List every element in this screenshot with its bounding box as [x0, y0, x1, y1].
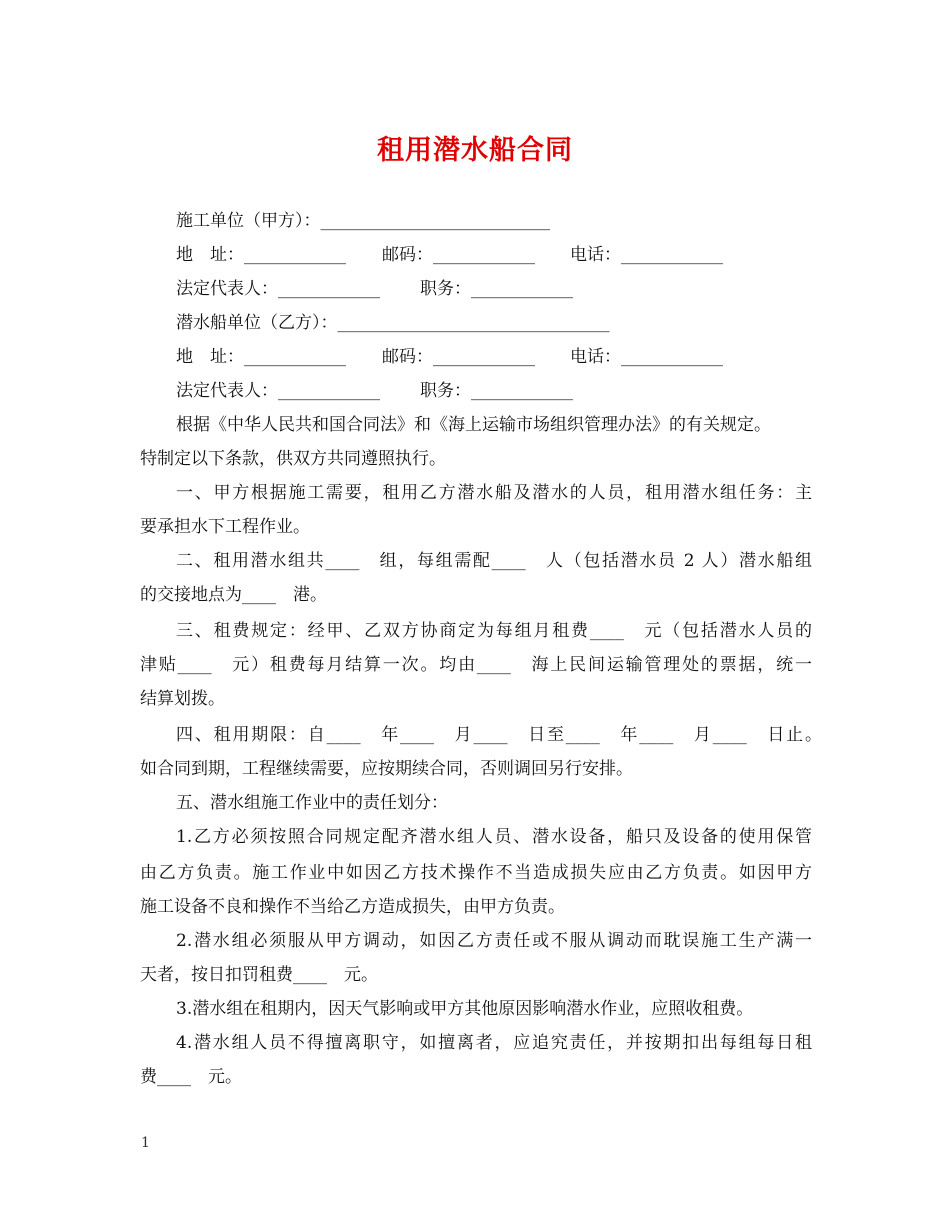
- body-line: 2.潜水组必须服从甲方调动，如因乙方责任或不服从调动而耽误施工生产满一: [176, 931, 812, 951]
- party-a-contact-row: [176, 244, 866, 266]
- body-line: 要承担水下工程作业。: [140, 517, 310, 537]
- body-line: 特制定以下条款，供双方共同遵照执行。: [140, 449, 446, 469]
- body-line: 结算划拨。: [140, 689, 225, 709]
- party-a-phone: 电话：____________: [570, 245, 723, 265]
- party-b-position: 职务：____________: [420, 381, 573, 401]
- party-a-position: 职务：____________: [420, 279, 573, 299]
- party-b-address: 地 址：____________: [176, 347, 346, 367]
- page-number: 1: [141, 1135, 150, 1151]
- page-title: 租用潜水船合同: [377, 135, 573, 166]
- body-line: 4.潜水组人员不得擅离职守，如擅离者，应追究责任，并按期扣出每组每日租: [176, 1033, 812, 1053]
- body-line: 3.潜水组在租期内，因天气影响或甲方其他原因影响潜水作业，应照收租费。: [176, 999, 754, 1019]
- body-line: 二、租用潜水组共____ 组，每组需配____ 人（包括潜水员 2 人）潜水船组: [176, 551, 812, 571]
- body-line: 一、甲方根据施工需要，租用乙方潜水船及潜水的人员，租用潜水组任务：主: [176, 483, 812, 503]
- party-a-address: 地 址：____________: [176, 245, 346, 265]
- party-a-postcode: 邮码：____________: [382, 245, 535, 265]
- party-b-rep: 法定代表人：____________: [176, 381, 380, 401]
- body-line: 1.乙方必须按照合同规定配齐潜水组人员、潜水设备，船只及设备的使用保管: [176, 827, 812, 847]
- body-line: 如合同到期，工程继续需要，应按期续合同，否则调回另行安排。: [140, 759, 633, 779]
- body-line: 根据《中华人民共和国合同法》和《海上运输市场组织管理办法》的有关规定。: [176, 415, 771, 435]
- party-a-rep: 法定代表人：____________: [176, 279, 380, 299]
- body-line: 津贴____ 元）租费每月结算一次。均由____ 海上民间运输管理处的票据，统一: [140, 655, 812, 675]
- body-line: 施工设备不良和操作不当给乙方造成损失，由甲方负责。: [140, 897, 565, 917]
- body-line: 天者，按日扣罚租费____ 元。: [140, 965, 378, 985]
- party-b-contact-row: [176, 346, 866, 368]
- party-a-unit: 施工单位（甲方）：___________________________: [176, 211, 550, 231]
- party-b-rep-row: [176, 380, 866, 402]
- party-b-unit: 潜水船单位（乙方）：________________________________: [176, 313, 610, 333]
- party-b-phone: 电话：____________: [570, 347, 723, 367]
- body-line: 三、租费规定：经甲、乙双方协商定为每组月租费____ 元（包括潜水人员的: [176, 621, 812, 641]
- body-line: 五、潜水组施工作业中的责任划分：: [176, 793, 448, 813]
- body-line: 费____ 元。: [140, 1067, 242, 1087]
- party-b-postcode: 邮码：____________: [382, 347, 535, 367]
- body-line: 的交接地点为____ 港。: [140, 585, 327, 605]
- body-line: 由乙方负责。施工作业中如因乙方技术操作不当造成损失应由乙方负责。如因甲方: [140, 863, 812, 883]
- body-line: 四、租用期限：自____ 年____ 月____ 日至____ 年____ 月____ 日止。: [176, 725, 822, 745]
- party-a-rep-row: [176, 278, 866, 300]
